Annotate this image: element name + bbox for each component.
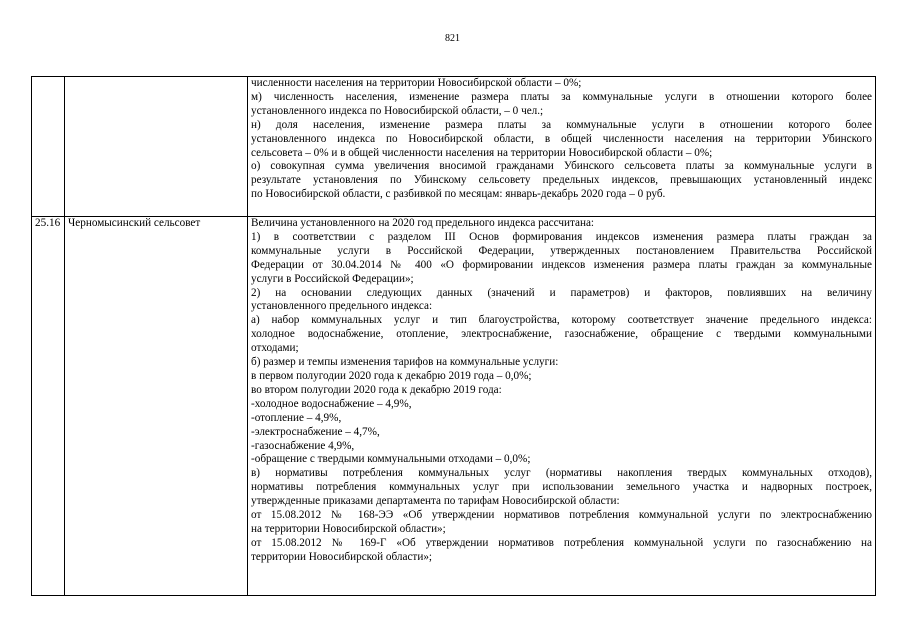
row-number-cell: [32, 77, 65, 217]
text-line: -холодное водоснабжение – 4,9%,: [251, 397, 412, 410]
text-line: Величина установленного на 2020 год предельного индекса рассчитана:: [251, 217, 595, 229]
text-line: установленного предельного индекса:: [251, 300, 433, 313]
text-line: от 15.08.2012 № 168-ЭЭ «Об утверждении нормативов потребления коммунальной услуги по электроснабжению: [251, 509, 872, 522]
text-line: численности населения на территории Новосибирской области – 0%;: [251, 77, 582, 89]
table-row: [32, 217, 876, 596]
text-line: утвержденные приказами департамента по тарифам Новосибирской области:: [251, 495, 620, 508]
text-line: отходами;: [251, 342, 299, 355]
text-line: в первом полугодии 2020 года к декабрю 2019 года – 0,0%;: [251, 369, 532, 382]
text-line: нормативы потребления коммунальных услуг при использовании земельного участка и надворных построек,: [251, 481, 872, 494]
text-line: -электроснабжение – 4,7%,: [251, 425, 380, 438]
text-line: коммунальные услуги в Российской Федерации, утвержденных постановлением Правительства Российской: [251, 244, 872, 257]
text-line: установленного индекса по Новосибирской области, в общей численности населения на территории Убинского: [251, 132, 872, 145]
row-text-cell: [248, 77, 876, 217]
row-name-cell: [65, 77, 248, 217]
text-line: н) доля населения, изменение размера платы за коммунальные услуги в отношении которого более: [251, 118, 872, 131]
text-line: установленного индекса по Новосибирской области, – 0 чел.;: [251, 104, 544, 117]
document-table: [31, 76, 876, 596]
text-line: в) нормативы потребления коммунальных услуг (нормативы накопления твердых коммунальных отходов),: [251, 467, 872, 480]
text-line: о) совокупная сумма увеличения вносимой гражданами Убинского сельсовета платы за коммунальные услуги в: [251, 160, 872, 173]
text-line: во втором полугодии 2020 года к декабрю 2019 года:: [251, 383, 502, 396]
text-line: Федерации от 30.04.2014 № 400 «О формировании индексов изменения размера платы граждан за коммунальные: [251, 258, 872, 271]
text-line: б) размер и темпы изменения тарифов на коммунальные услуги:: [251, 356, 559, 369]
text-line: м) численность населения, изменение размера платы за коммунальные услуги в отношении которого более: [251, 90, 872, 103]
text-line: а) набор коммунальных услуг и тип благоустройства, которому соответствует значение предельного индекса:: [251, 314, 872, 327]
table-body: [32, 77, 876, 596]
text-line: услуги в Российской Федерации»;: [251, 272, 414, 285]
page-number: 821: [445, 33, 460, 44]
table-row: [32, 77, 876, 217]
row-text-cell: [248, 217, 876, 596]
text-line: территории Новосибирской области»;: [251, 550, 433, 563]
text-line: результате установления по Убинскому сельсовету предельных индексов, превышающих установленный индекс: [251, 174, 872, 187]
row-name-cell: Черномысинский сельсовет: [65, 217, 248, 596]
text-line: холодное водоснабжение, отопление, электроснабжение, газоснабжение, обращение с твердыми коммунальными: [251, 328, 872, 341]
text-line: 1) в соответствии с разделом III Основ формирования индексов изменения размера платы граждан за: [251, 230, 872, 243]
row-number-cell: 25.16: [32, 217, 65, 596]
text-line: от 15.08.2012 № 169-Г «Об утверждении нормативов потребления коммунальной услуги по газоснабжению на: [251, 536, 872, 549]
text-line: 2) на основании следующих данных (значений и параметров) и факторов, повлиявших на величину: [251, 286, 872, 299]
text-line: по Новосибирской области, с разбивкой по месяцам: январь-декабрь 2020 года – 0 руб.: [251, 188, 666, 201]
text-line: -обращение с твердыми коммунальными отходами – 0,0%;: [251, 453, 531, 466]
text-line: -отопление – 4,9%,: [251, 411, 342, 424]
text-line: на территории Новосибирской области»;: [251, 522, 446, 535]
text-line: -газоснабжение 4,9%,: [251, 439, 355, 452]
text-line: сельсовета – 0% и в общей численности населения на территории Новосибирской области – 0%;: [251, 146, 713, 159]
